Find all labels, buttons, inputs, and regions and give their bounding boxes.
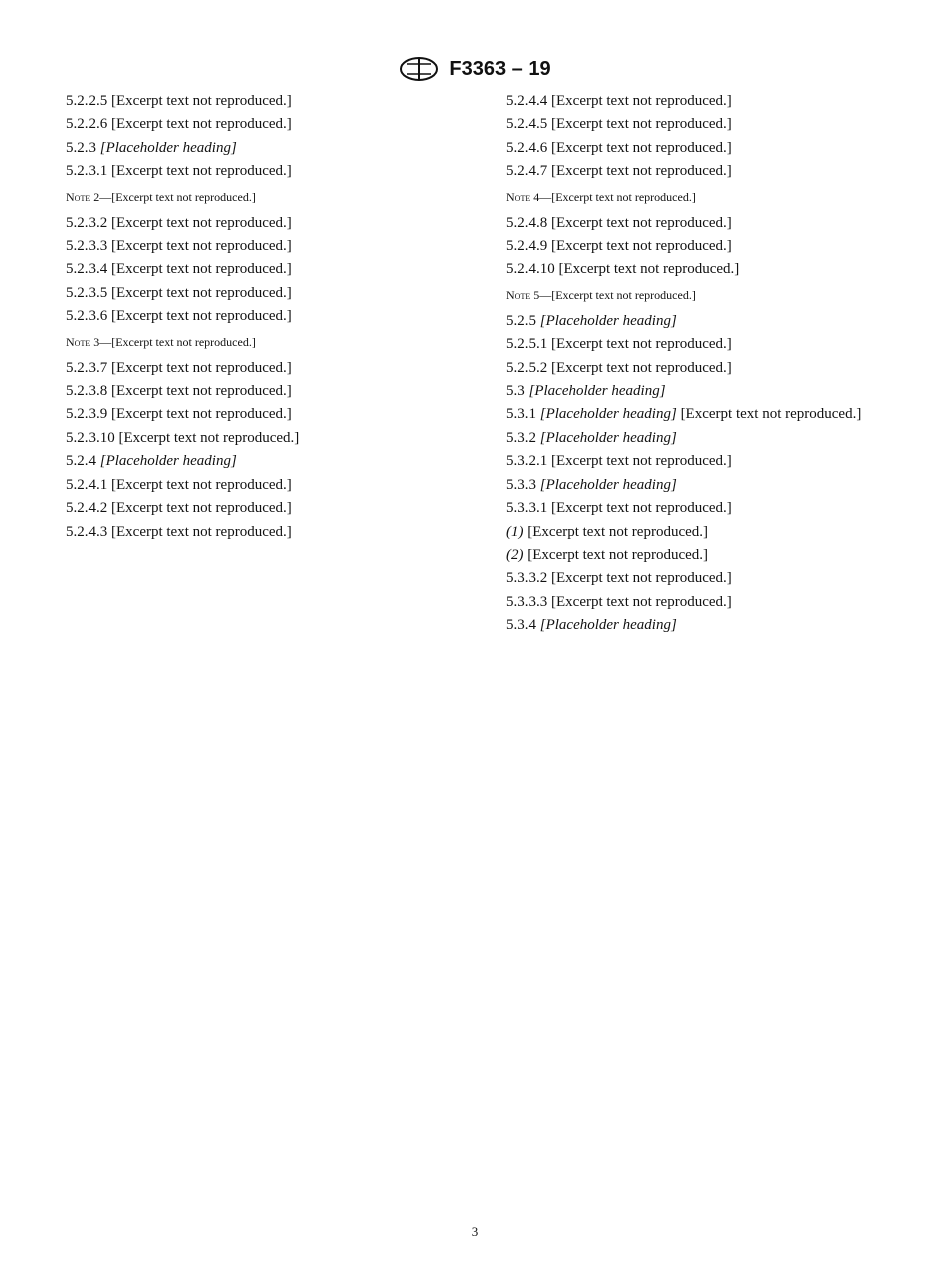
section-5-2-3-9: 5.2.3.9 [Excerpt text not reproduced.]	[66, 406, 292, 423]
section-5-3-2-1: 5.3.2.1 [Excerpt text not reproduced.]	[506, 453, 732, 470]
section-5-2-3-3: 5.2.3.3 [Excerpt text not reproduced.]	[66, 238, 292, 255]
list-item-2: (2) [Excerpt text not reproduced.]	[506, 546, 709, 563]
section-5-3-3-2: 5.3.3.2 [Excerpt text not reproduced.]	[506, 570, 732, 587]
section-5-2-3-6: 5.2.3.6 [Excerpt text not reproduced.]	[66, 308, 292, 325]
section-5-2-5-2: 5.2.5.2 [Excerpt text not reproduced.]	[506, 359, 732, 376]
section-5-3-heading: 5.3 [Placeholder heading]	[506, 383, 666, 400]
left-column	[50, 92, 460, 546]
section-5-2-4-2: 5.2.4.2 [Excerpt text not reproduced.]	[66, 500, 292, 517]
document-designation: F3363 – 19	[449, 57, 551, 80]
section-5-2-4-6: 5.2.4.6 [Excerpt text not reproduced.]	[506, 139, 732, 156]
section-5-2-4-5: 5.2.4.5 [Excerpt text not reproduced.]	[506, 116, 732, 133]
section-5-2-3-heading: 5.2.3 [Placeholder heading]	[66, 139, 237, 156]
section-5-2-3-1: 5.2.3.1 [Excerpt text not reproduced.]	[66, 163, 292, 180]
section-5-2-3-5: 5.2.3.5 [Excerpt text not reproduced.]	[66, 284, 292, 301]
section-5-2-3-2: 5.2.3.2 [Excerpt text not reproduced.]	[66, 214, 292, 231]
page-header	[0, 56, 950, 82]
section-5-2-3-7: 5.2.3.7 [Excerpt text not reproduced.]	[66, 359, 292, 376]
astm-logo-icon	[399, 56, 439, 82]
section-5-2-2-5: 5.2.2.5 [Excerpt text not reproduced.]	[66, 93, 292, 109]
section-5-2-4-8: 5.2.4.8 [Excerpt text not reproduced.]	[506, 214, 732, 231]
section-5-2-4-4: 5.2.4.4 [Excerpt text not reproduced.]	[506, 93, 732, 109]
note-4: Note 4—[Excerpt text not reproduced.]	[506, 189, 696, 204]
section-5-2-3-8: 5.2.3.8 [Excerpt text not reproduced.]	[66, 383, 292, 400]
note-3: Note 3—[Excerpt text not reproduced.]	[66, 334, 256, 349]
section-5-2-3-4: 5.2.3.4 [Excerpt text not reproduced.]	[66, 261, 292, 278]
section-5-2-4-1: 5.2.4.1 [Excerpt text not reproduced.]	[66, 476, 292, 493]
section-5-3-3-heading: 5.3.3 [Placeholder heading]	[506, 476, 677, 493]
section-5-2-5-1: 5.2.5.1 [Excerpt text not reproduced.]	[506, 336, 732, 353]
section-5-2-4-10: 5.2.4.10 [Excerpt text not reproduced.]	[506, 261, 740, 278]
section-5-3-3-1: 5.3.3.1 [Excerpt text not reproduced.]	[506, 500, 732, 517]
note-2: Note 2—[Excerpt text not reproduced.]	[66, 189, 256, 204]
right-column	[490, 92, 900, 640]
section-5-3-4-heading: 5.3.4 [Placeholder heading]	[506, 617, 677, 634]
section-5-2-4-heading: 5.2.4 [Placeholder heading]	[66, 453, 237, 470]
section-5-3-2-heading: 5.3.2 [Placeholder heading]	[506, 429, 677, 446]
list-item-1: (1) [Excerpt text not reproduced.]	[506, 523, 709, 540]
section-5-3-3-3: 5.3.3.3 [Excerpt text not reproduced.]	[506, 593, 732, 610]
section-5-2-4-7: 5.2.4.7 [Excerpt text not reproduced.]	[506, 163, 732, 180]
section-5-2-3-10: 5.2.3.10 [Excerpt text not reproduced.]	[66, 429, 300, 446]
section-5-2-2-6: 5.2.2.6 [Excerpt text not reproduced.]	[66, 116, 292, 133]
page-number: 3	[471, 1224, 479, 1239]
section-5-2-4-3: 5.2.4.3 [Excerpt text not reproduced.]	[66, 523, 292, 540]
section-5-2-4-9: 5.2.4.9 [Excerpt text not reproduced.]	[506, 238, 732, 255]
section-5-3-1: 5.3.1 [Placeholder heading] [Excerpt text not reproduced.]	[506, 406, 862, 423]
note-5: Note 5—[Excerpt text not reproduced.]	[506, 287, 696, 302]
section-5-2-5-heading: 5.2.5 [Placeholder heading]	[506, 312, 677, 329]
